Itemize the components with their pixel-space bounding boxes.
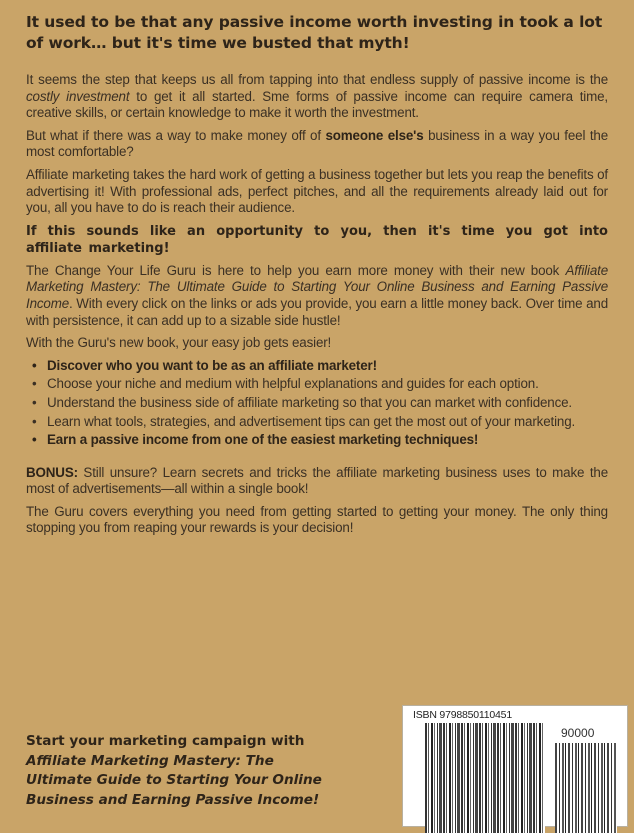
emphasis: someone else's	[325, 127, 424, 143]
paragraph-closing: The Guru covers everything you need from getting started to getting your money. The only thing stopping you from reaping your rewards is your decision!	[26, 503, 608, 536]
barcode-bars-icon	[425, 723, 545, 833]
paragraph-costly-investment	[26, 72, 608, 122]
emphasis: costly investment	[26, 88, 130, 104]
book-title: Affiliate Marketing Mastery: The Ultimate Guide to Starting Your Online Business and Earning Passive Income!	[26, 752, 322, 808]
paragraph-someone-else	[26, 128, 608, 161]
list-item: • Discover who you want to be as an affiliate marketer!	[26, 358, 608, 375]
list-item: • Choose your niche and medium with helpful explanations and guides for each option.	[26, 376, 608, 393]
text: The Change Your Life Guru is here to help you earn more money with their new book	[26, 262, 566, 278]
callout-opportunity: If this sounds like an opportunity to you, then it's time you got into affiliate marketing!	[26, 223, 608, 256]
text: Still unsure? Learn secrets and tricks the affiliate marketing business uses to make the most of advertisements—all within a single book!	[26, 464, 608, 497]
list-item: • Learn what tools, strategies, and advertisement tips can get the most out of your marketing.	[26, 414, 608, 431]
bonus-label: BONUS:	[26, 464, 78, 480]
paragraph-bonus	[26, 465, 608, 498]
isbn-barcode	[402, 705, 628, 827]
text: . With every click on the links or ads you provide, you earn a little money back. Over time and with persistence, it can add up to a sizable side hustle!	[26, 295, 608, 328]
text: to get it all started. Sme forms of passive income can require camera time, creative skills, or certain knowledge to make it worth the investment.	[26, 88, 609, 121]
spacer	[26, 455, 608, 465]
text: business in a way you feel the most comfortable?	[26, 127, 608, 160]
price-code: 90000	[561, 726, 595, 740]
back-cover-copy	[26, 12, 608, 543]
paragraph-affiliate-marketing: Affiliate marketing takes the hard work of getting a business together but lets you reap the benefits of advertising it! With professional ads, perfect pitches, and all the requirements already laid out for you, all you have to do is reach their audience.	[26, 166, 608, 216]
isbn-number: ISBN 9798850110451	[413, 709, 512, 721]
text: Start your marketing campaign with	[26, 733, 305, 749]
call-to-action	[26, 732, 326, 810]
list-item: • Earn a passive income from one of the easiest marketing techniques!	[26, 432, 608, 449]
paragraph-easy-job: With the Guru's new book, your easy job gets easier!	[26, 335, 332, 351]
list-item: • Understand the business side of affiliate marketing so that you can market with confidence.	[26, 395, 608, 412]
barcode-addon-bars-icon	[555, 743, 617, 833]
feature-list	[26, 358, 608, 449]
book-title: Affiliate Marketing Mastery: The Ultimate Guide to Starting Your Online Business and Earning Passive Income	[26, 262, 608, 311]
text: It seems the step that keeps us all from tapping into that endless supply of passive income is the	[26, 72, 608, 87]
text: But what if there was a way to make money off of	[26, 127, 326, 143]
paragraph-guru-book	[26, 263, 608, 329]
headline: It used to be that any passive income worth investing in took a lot of work… but it's time we busted that myth!	[26, 13, 603, 52]
